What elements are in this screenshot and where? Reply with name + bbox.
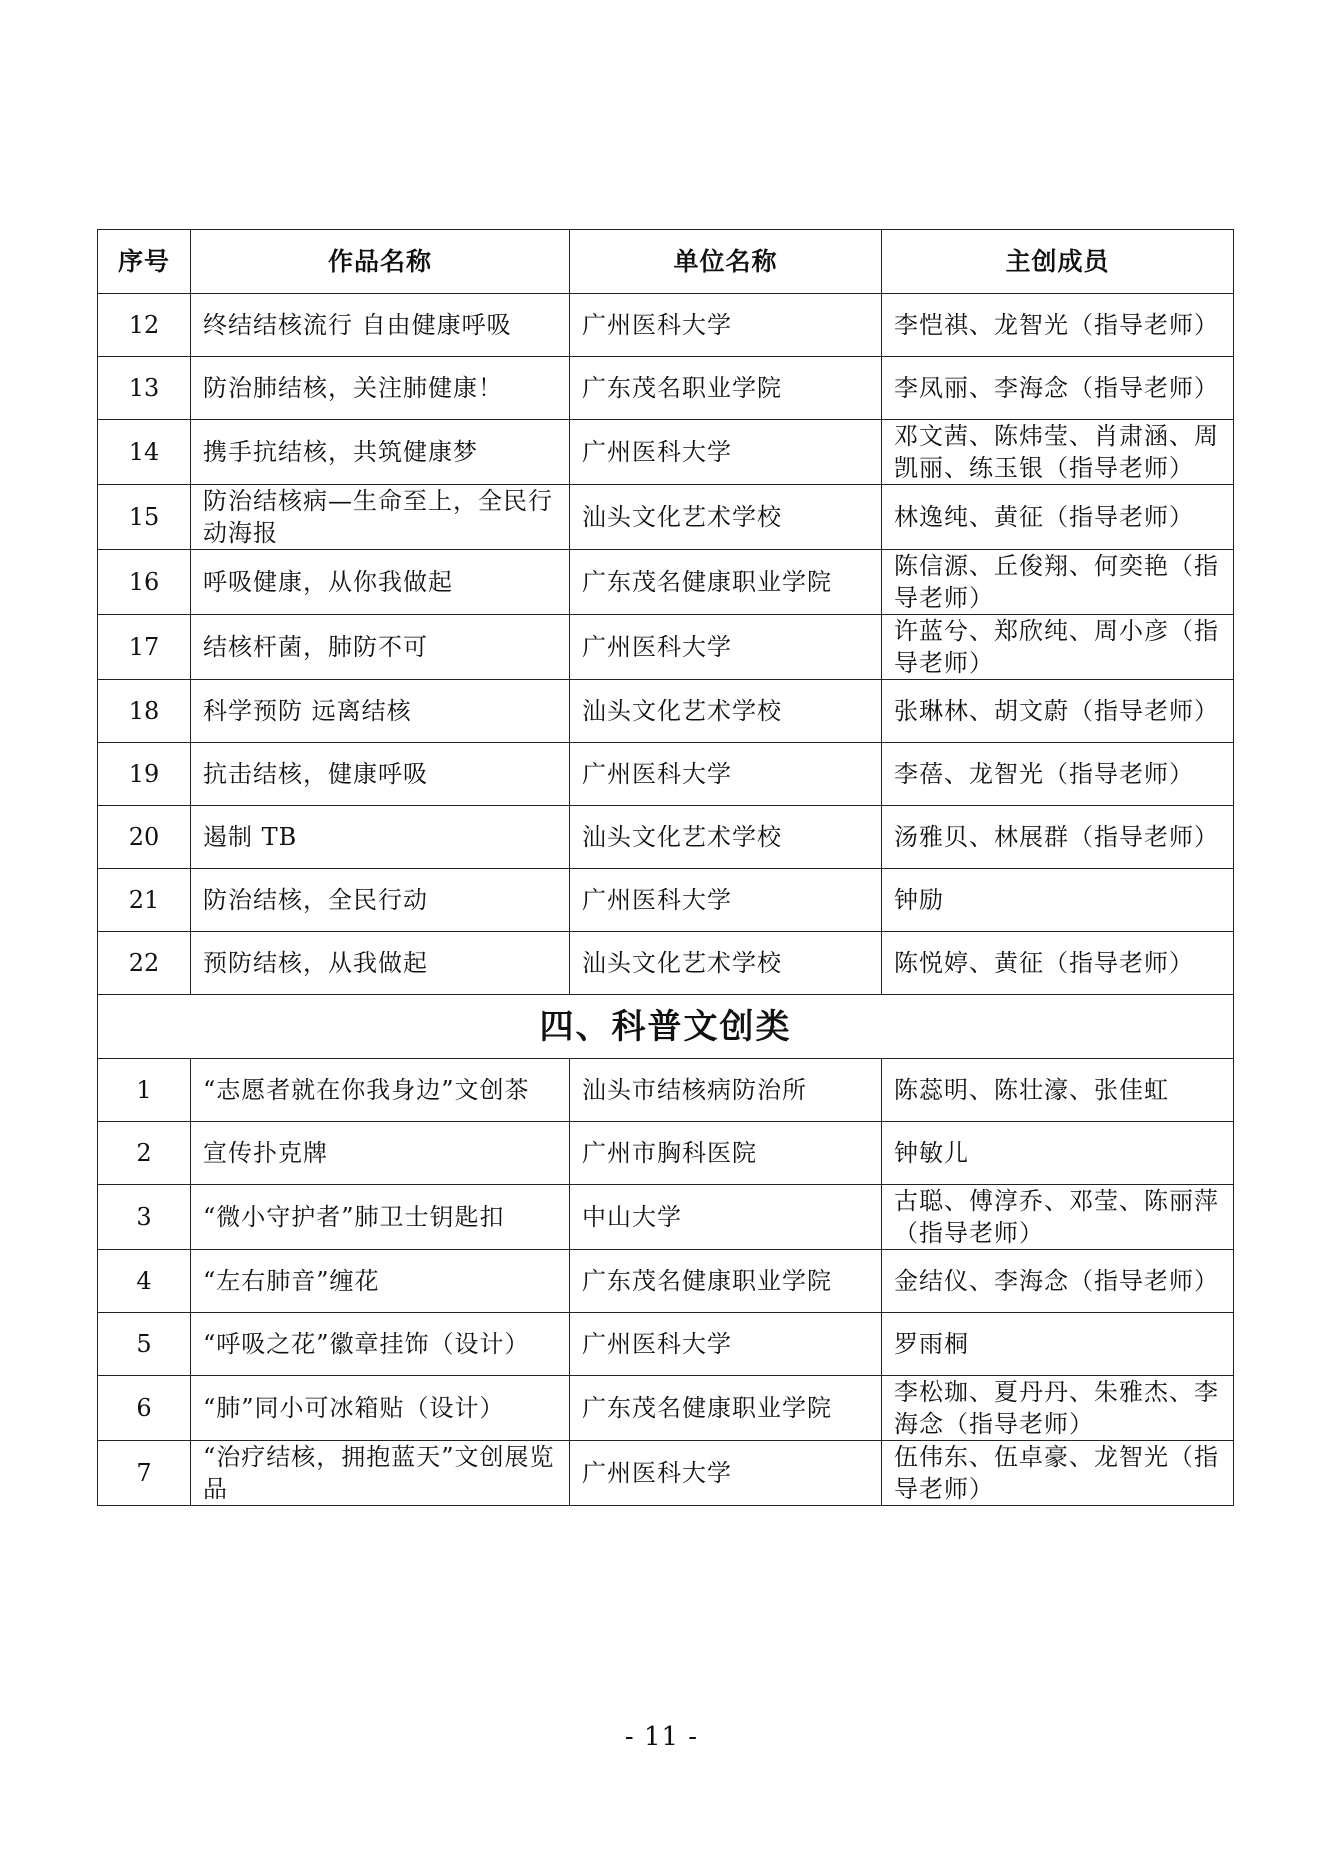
table-row — [98, 294, 1234, 357]
table-row — [98, 869, 1234, 932]
table-row — [98, 615, 1234, 680]
table-row — [98, 743, 1234, 806]
cell-no: 21 — [98, 869, 191, 932]
header-title: 作品名称 — [191, 230, 570, 294]
section-title: 四、科普文创类 — [98, 995, 1234, 1059]
cell-members: 古聪、傅淳乔、邓莹、陈丽萍（指导老师） — [882, 1185, 1234, 1250]
cell-no: 3 — [98, 1185, 191, 1250]
table-row — [98, 1122, 1234, 1185]
cell-no: 13 — [98, 357, 191, 420]
cell-title: 防治结核，全民行动 — [191, 869, 570, 932]
table-row — [98, 1250, 1234, 1313]
cell-unit: 广州市胸科医院 — [570, 1122, 882, 1185]
cell-title: 科学预防 远离结核 — [191, 680, 570, 743]
table-row — [98, 1313, 1234, 1376]
cell-unit: 广州医科大学 — [570, 869, 882, 932]
cell-no: 15 — [98, 485, 191, 550]
table-row — [98, 485, 1234, 550]
cell-title: 宣传扑克牌 — [191, 1122, 570, 1185]
cell-title: “治疗结核，拥抱蓝天”文创展览品 — [191, 1441, 570, 1506]
cell-no: 12 — [98, 294, 191, 357]
cell-no: 18 — [98, 680, 191, 743]
cell-title: “呼吸之花”徽章挂饰（设计） — [191, 1313, 570, 1376]
cell-title: “左右肺音”缠花 — [191, 1250, 570, 1313]
cell-unit: 广东茂名健康职业学院 — [570, 1250, 882, 1313]
cell-unit: 汕头市结核病防治所 — [570, 1059, 882, 1122]
table-row — [98, 420, 1234, 485]
cell-unit: 广东茂名健康职业学院 — [570, 550, 882, 615]
cell-members: 陈信源、丘俊翔、何奕艳（指导老师） — [882, 550, 1234, 615]
cell-members: 汤雅贝、林展群（指导老师） — [882, 806, 1234, 869]
cell-unit: 广州医科大学 — [570, 420, 882, 485]
cell-title: 抗击结核，健康呼吸 — [191, 743, 570, 806]
cell-no: 17 — [98, 615, 191, 680]
cell-title: “微小守护者”肺卫士钥匙扣 — [191, 1185, 570, 1250]
cell-title: 防治结核病—生命至上，全民行动海报 — [191, 485, 570, 550]
cell-members: 李恺祺、龙智光（指导老师） — [882, 294, 1234, 357]
cell-no: 19 — [98, 743, 191, 806]
cell-title: “肺”同小可冰箱贴（设计） — [191, 1376, 570, 1441]
header-no: 序号 — [98, 230, 191, 294]
cell-no: 1 — [98, 1059, 191, 1122]
cell-members: 林逸纯、黄征（指导老师） — [882, 485, 1234, 550]
cell-title: 终结结核流行 自由健康呼吸 — [191, 294, 570, 357]
cell-title: 预防结核，从我做起 — [191, 932, 570, 995]
table-row — [98, 1441, 1234, 1506]
cell-members: 伍伟东、伍卓豪、龙智光（指导老师） — [882, 1441, 1234, 1506]
table-row — [98, 550, 1234, 615]
cell-members: 罗雨桐 — [882, 1313, 1234, 1376]
cell-no: 6 — [98, 1376, 191, 1441]
table-row — [98, 932, 1234, 995]
table-header-row — [98, 230, 1234, 294]
cell-unit: 广州医科大学 — [570, 615, 882, 680]
cell-members: 陈悦婷、黄征（指导老师） — [882, 932, 1234, 995]
cell-unit: 汕头文化艺术学校 — [570, 680, 882, 743]
cell-title: 遏制 TB — [191, 806, 570, 869]
table-row — [98, 1376, 1234, 1441]
cell-no: 22 — [98, 932, 191, 995]
header-members: 主创成员 — [882, 230, 1234, 294]
cell-members: 李凤丽、李海念（指导老师） — [882, 357, 1234, 420]
cell-title: 防治肺结核，关注肺健康！ — [191, 357, 570, 420]
table-row — [98, 1059, 1234, 1122]
table-row — [98, 806, 1234, 869]
cell-unit: 广东茂名健康职业学院 — [570, 1376, 882, 1441]
cell-no: 7 — [98, 1441, 191, 1506]
cell-members: 陈蕊明、陈壮濠、张佳虹 — [882, 1059, 1234, 1122]
cell-unit: 汕头文化艺术学校 — [570, 485, 882, 550]
section-row — [98, 995, 1234, 1059]
cell-unit: 广州医科大学 — [570, 743, 882, 806]
cell-members: 钟敏儿 — [882, 1122, 1234, 1185]
cell-title: 携手抗结核，共筑健康梦 — [191, 420, 570, 485]
cell-members: 张琳林、胡文蔚（指导老师） — [882, 680, 1234, 743]
table-row — [98, 1185, 1234, 1250]
cell-title: “志愿者就在你我身边”文创茶 — [191, 1059, 570, 1122]
cell-no: 14 — [98, 420, 191, 485]
cell-no: 16 — [98, 550, 191, 615]
cell-unit: 广州医科大学 — [570, 1441, 882, 1506]
cell-members: 钟励 — [882, 869, 1234, 932]
cell-unit: 汕头文化艺术学校 — [570, 932, 882, 995]
cell-unit: 中山大学 — [570, 1185, 882, 1250]
cell-members: 李蓓、龙智光（指导老师） — [882, 743, 1234, 806]
cell-unit: 广州医科大学 — [570, 294, 882, 357]
cell-members: 李松珈、夏丹丹、朱雅杰、李海念（指导老师） — [882, 1376, 1234, 1441]
cell-title: 结核杆菌，肺防不可 — [191, 615, 570, 680]
cell-no: 5 — [98, 1313, 191, 1376]
cell-members: 金结仪、李海念（指导老师） — [882, 1250, 1234, 1313]
cell-no: 4 — [98, 1250, 191, 1313]
table-row — [98, 357, 1234, 420]
cell-members: 许蓝兮、郑欣纯、周小彦（指导老师） — [882, 615, 1234, 680]
cell-no: 2 — [98, 1122, 191, 1185]
header-unit: 单位名称 — [570, 230, 882, 294]
table-row — [98, 680, 1234, 743]
cell-members: 邓文茜、陈炜莹、肖肃涵、周凯丽、练玉银（指导老师） — [882, 420, 1234, 485]
cell-unit: 汕头文化艺术学校 — [570, 806, 882, 869]
cell-no: 20 — [98, 806, 191, 869]
cell-unit: 广州医科大学 — [570, 1313, 882, 1376]
cell-unit: 广东茂名职业学院 — [570, 357, 882, 420]
page-number: - 11 - — [624, 1722, 699, 1752]
cell-title: 呼吸健康，从你我做起 — [191, 550, 570, 615]
awards-table — [97, 229, 1234, 1506]
